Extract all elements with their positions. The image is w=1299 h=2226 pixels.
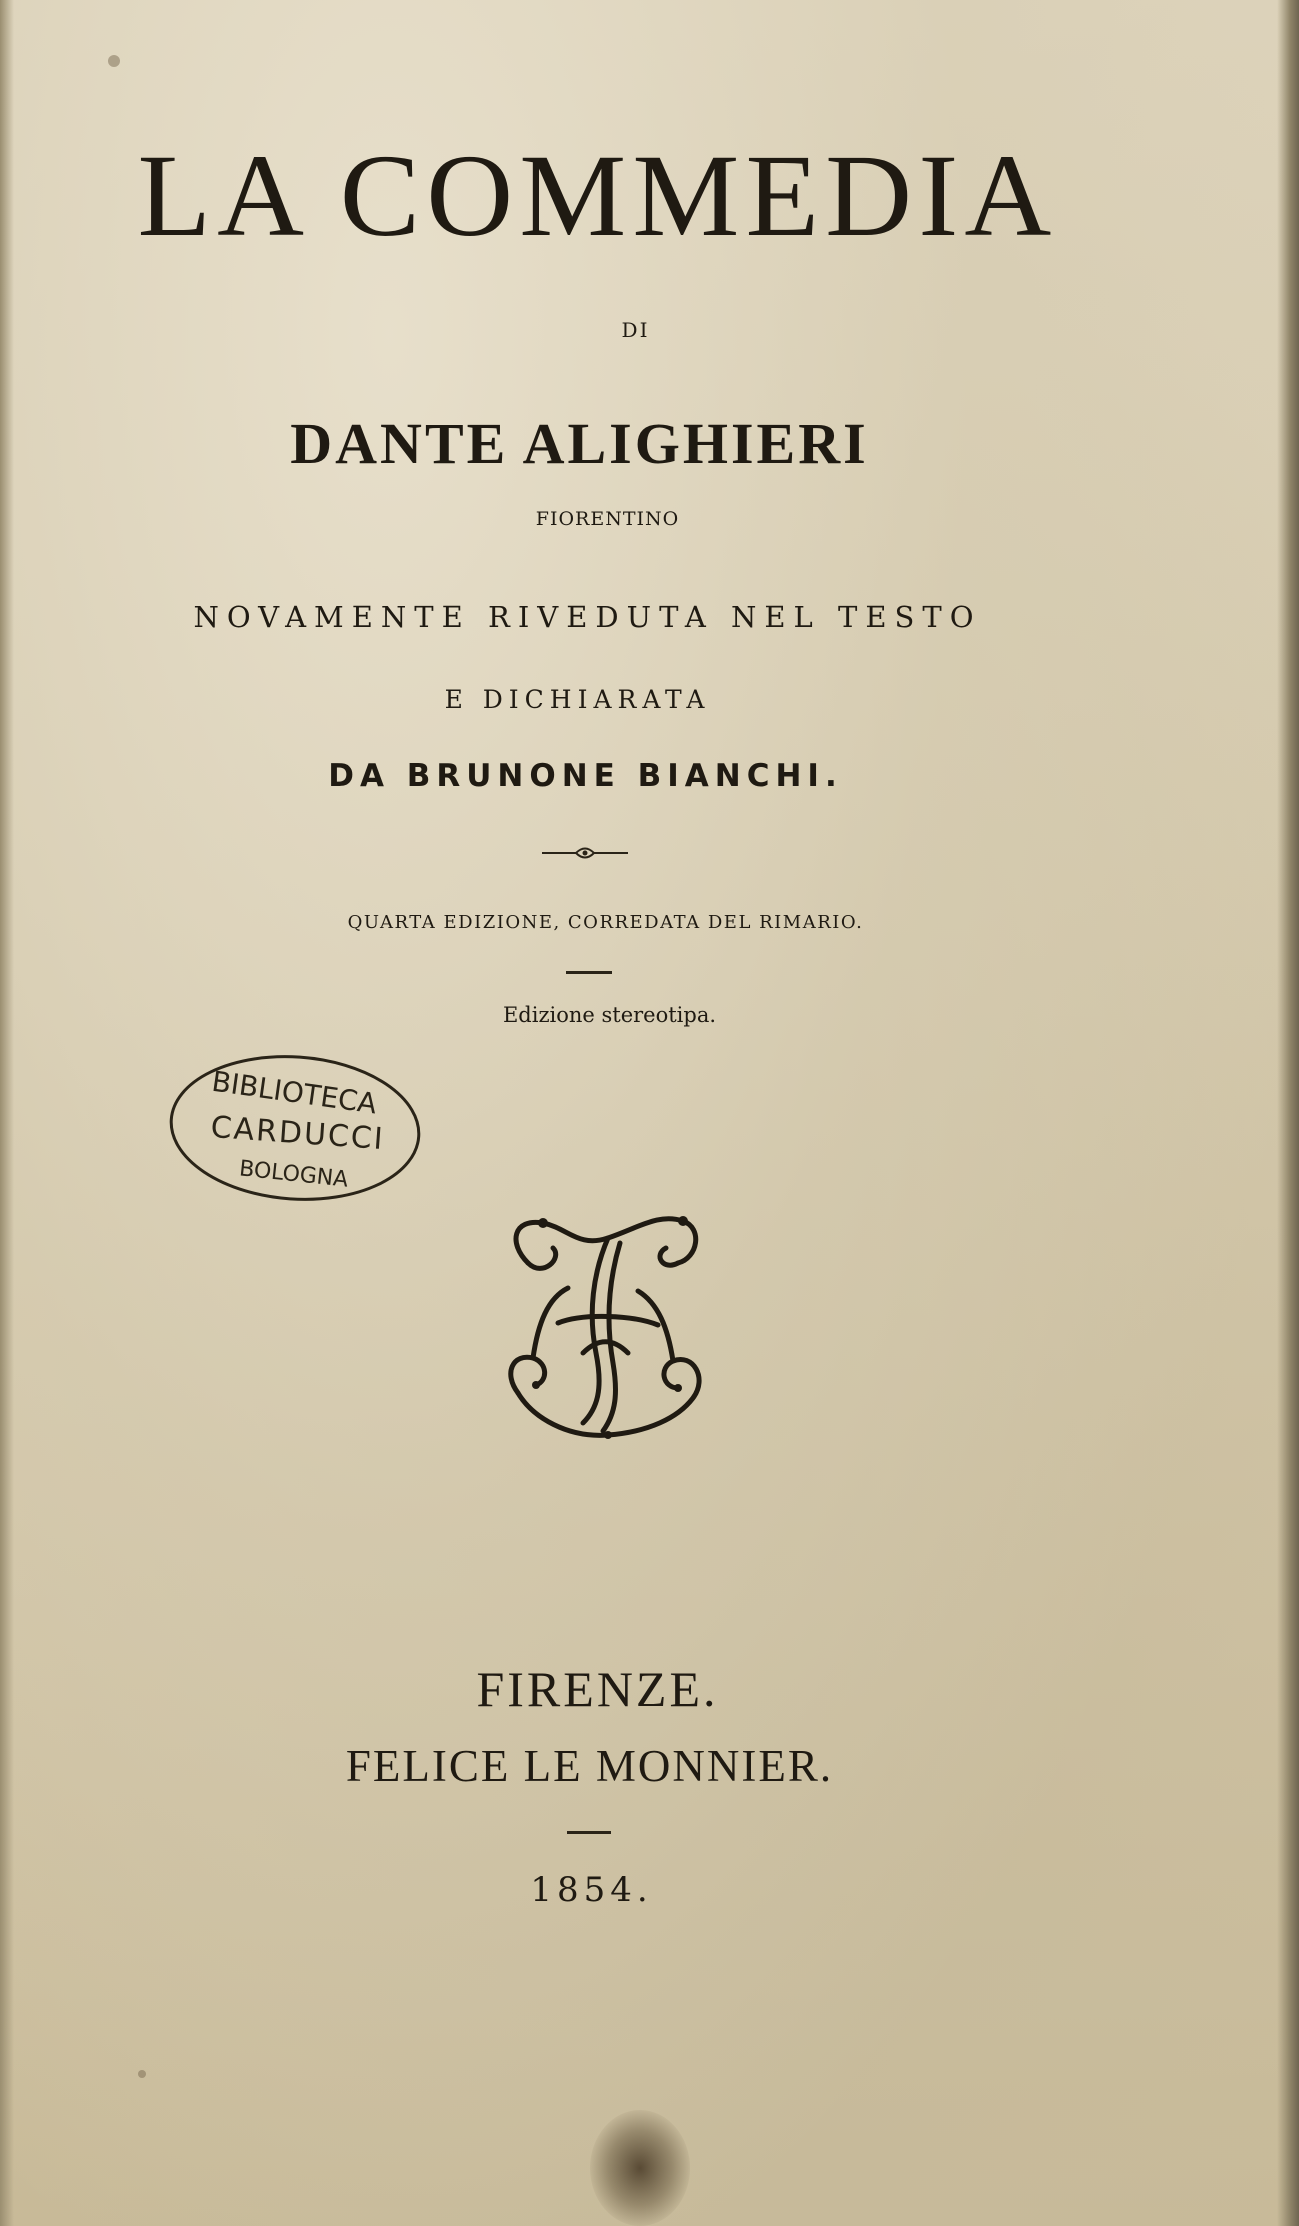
stereotype-line: Edizione stereotipa. xyxy=(502,1003,717,1027)
foxing-spot xyxy=(138,2070,146,2078)
ornamental-rule-icon xyxy=(540,842,630,864)
imprint-city: FIRENZE. xyxy=(476,1661,719,1717)
dichiarata-line: E DICHIARATA xyxy=(444,685,711,714)
short-rule xyxy=(566,971,612,974)
foxing-spot xyxy=(108,55,120,67)
imprint-rule xyxy=(567,1831,611,1834)
ink-stain xyxy=(590,2110,690,2226)
publisher-monogram-icon xyxy=(488,1203,718,1453)
edition-line: QUARTA EDIZIONE, CORREDATA DEL RIMARIO. xyxy=(347,912,864,933)
imprint-publisher: FELICE LE MONNIER. xyxy=(345,1741,834,1791)
stamp-line-2: CARDUCCI xyxy=(209,1109,386,1158)
editor-line: DA BRUNONE BIANCHI. xyxy=(328,758,843,794)
author-name: DANTE ALIGHIERI xyxy=(290,411,869,476)
stamp-line-3: BOLOGNA xyxy=(237,1156,350,1193)
di-line: DI xyxy=(621,318,650,342)
library-stamp-icon xyxy=(165,1050,425,1206)
stamp-line-1: BIBLIOTECA xyxy=(209,1064,379,1121)
book-title: LA COMMEDIA xyxy=(137,130,1058,261)
author-origin: FIORENTINO xyxy=(535,508,680,530)
revision-line: NOVAMENTE RIVEDUTA NEL TESTO xyxy=(193,600,982,634)
imprint-year: 1854. xyxy=(530,1870,653,1910)
